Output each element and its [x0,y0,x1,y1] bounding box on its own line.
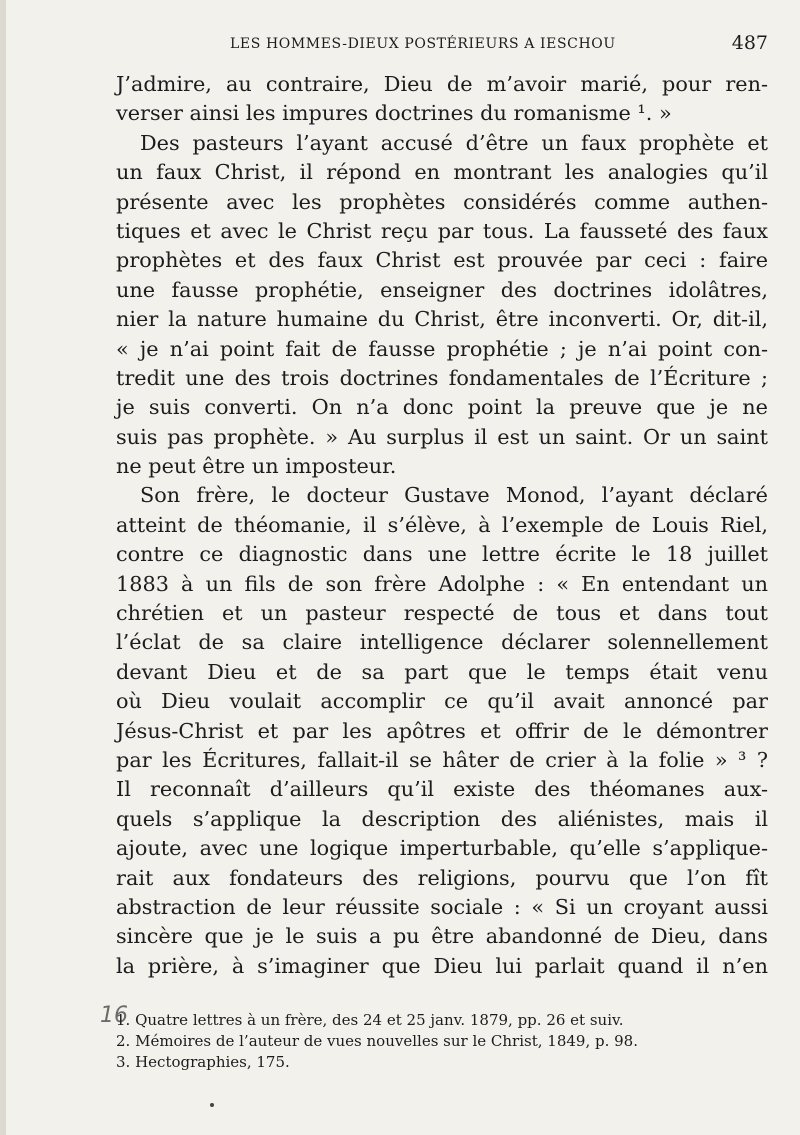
footnote: 3. Hectographies, 175. [116,1053,290,1071]
text-line: une fausse prophétie, enseigner des doctrines idolâtres, [116,277,768,302]
footnotes [116,1010,768,1073]
text-line: « je n’ai point fait de fausse prophétie ; je n’ai point con- [116,336,768,361]
page-number: 487 [731,32,768,54]
page-edge-shadow [0,0,6,1135]
text-line: Son frère, le docteur Gustave Monod, l’ayant déclaré [140,483,768,508]
text-line: nier la nature humaine du Christ, être inconverti. Or, dit-il, [116,307,768,332]
text-line: verser ainsi les impures doctrines du romanisme ¹. » [116,101,672,126]
text-line: chrétien et un pasteur respecté de tous et dans tout [116,601,768,626]
text-line: prophètes et des faux Christ est prouvée par ceci : faire [116,248,768,273]
ink-speck [210,1103,214,1107]
text-line: la prière, à s’imaginer que Dieu lui parlait quand il n’en [116,953,768,978]
text-line: par les Écritures, fallait-il se hâter de crier à la folie » ³ ? [116,747,768,772]
text-line: où Dieu voulait accomplir ce qu’il avait annoncé par [116,689,768,714]
text-line: ne peut être un imposteur. [116,454,397,479]
text-line: Jésus-Christ et par les apôtres et offrir de le démontrer [116,718,768,743]
handwritten-margin-note: 16 [100,1003,128,1028]
text-line: je suis converti. On n’a donc point la preuve que je ne [116,395,768,420]
text-line: atteint de théomanie, il s’élève, à l’exemple de Louis Riel, [116,512,768,537]
text-line: tredit une des trois doctrines fondamentales de l’Écriture ; [116,365,768,390]
text-line: J’admire, au contraire, Dieu de m’avoir marié, pour ren- [116,72,768,96]
text-line: Des pasteurs l’ayant accusé d’être un faux prophète et [140,130,768,155]
text-line: présente avec les prophètes considérés comme authen- [116,189,768,214]
text-line: Il reconnaît d’ailleurs qu’il existe des théomanes aux- [116,777,768,802]
text-line: suis pas prophète. » Au surplus il est un saint. Or un saint [116,424,768,449]
text-line: 1883 à un fils de son frère Adolphe : « En entendant un [116,571,768,596]
text-line: abstraction de leur réussite sociale : « Si un croyant aussi [116,894,768,919]
text-line: ajoute, avec une logique imperturbable, qu’elle s’applique- [116,836,768,861]
text-line: rait aux fondateurs des religions, pourvu que l’on fît [116,865,768,890]
running-header [118,30,768,60]
text-line: quels s’applique la description des aliénistes, mais il [116,806,768,831]
footnote: 1. Quatre lettres à un frère, des 24 et 25 janv. 1879, pp. 26 et suiv. [116,1011,624,1029]
text-line: l’éclat de sa claire intelligence déclarer solennellement [116,630,768,655]
text-line: contre ce diagnostic dans une lettre écrite le 18 juillet [116,542,768,567]
body-text [116,70,768,981]
footnote: 2. Mémoires de l’auteur de vues nouvelles sur le Christ, 1849, p. 98. [116,1032,638,1050]
text-line: sincère que je le suis a pu être abandonné de Dieu, dans [116,924,768,949]
text-line: tiques et avec le Christ reçu par tous. La fausseté des faux [116,218,768,243]
text-line: un faux Christ, il répond en montrant les analogies qu’il [116,160,768,185]
text-line: devant Dieu et de sa part que le temps était venu [116,659,768,684]
running-title: LES HOMMES-DIEUX POSTÉRIEURS A IESCHOU [230,36,616,52]
